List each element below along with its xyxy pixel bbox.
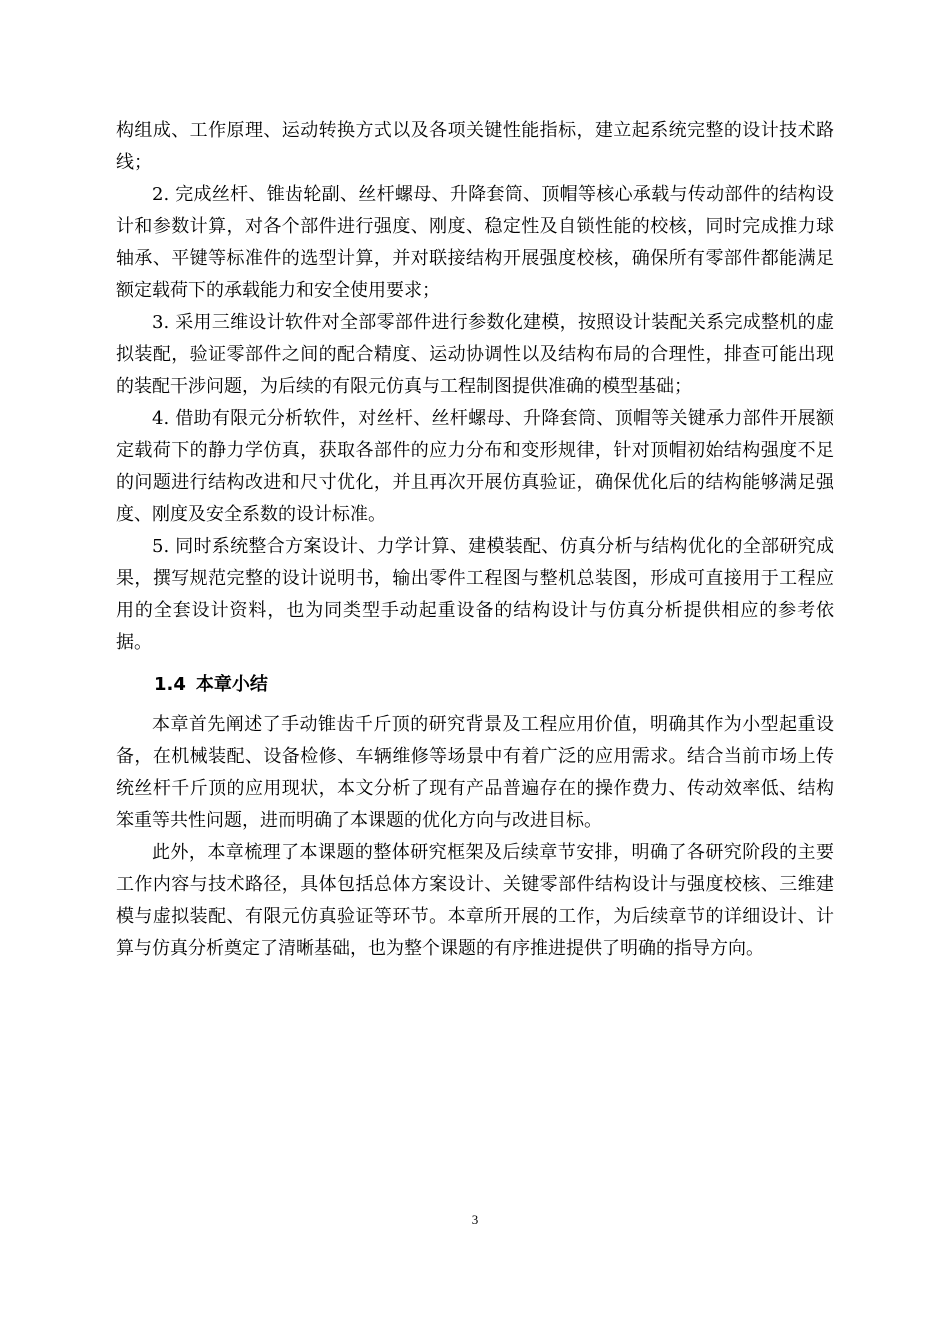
page-number: 3 — [471, 1212, 479, 1227]
summary-paragraph-2: 此外，本章梳理了本课题的整体研究框架及后续章节安排，明确了各研究阶段的主要工作内容与技术路径，具体包括总体方案设计、关键零部件结构设计与强度校核、三维建模与虚拟装配、有限元仿真验证等环节。本章所开展的工作，为后续章节的详细设计、计算与仿真分析奠定了清晰基础，也为整个课题的有序推进提供了明确的指导方向。 — [116, 842, 834, 959]
section-title: 本章小结 — [195, 674, 268, 695]
paragraph-item-4: 4. 借助有限元分析软件，对丝杆、丝杆螺母、升降套筒、顶帽等关键承力部件开展额定载荷下的静力学仿真，获取各部件的应力分布和变形规律，针对顶帽初始结构强度不足的问题进行结构改进和尺寸优化，并且再次开展仿真验证，确保优化后的结构能够满足强度、刚度及安全系数的设计标准。 — [116, 408, 834, 525]
paragraph-item-2: 2. 完成丝杆、锥齿轮副、丝杆螺母、升降套筒、顶帽等核心承载与传动部件的结构设计和参数计算，对各个部件进行强度、刚度、稳定性及自锁性能的校核，同时完成推力球轴承、平键等标准件的选型计算，并对联接结构开展强度校核，确保所有零部件都能满足额定载荷下的承载能力和安全使用要求； — [116, 184, 834, 301]
page-body — [116, 115, 834, 965]
paragraph-continuation: 构组成、工作原理、运动转换方式以及各项关键性能指标，建立起系统完整的设计技术路线； — [116, 120, 834, 173]
section-heading — [116, 665, 834, 705]
paragraph-item-3: 3. 采用三维设计软件对全部零部件进行参数化建模，按照设计装配关系完成整机的虚拟装配，验证零部件之间的配合精度、运动协调性以及结构布局的合理性，排查可能出现的装配干涉问题，为后续的有限元仿真与工程制图提供准确的模型基础； — [116, 312, 834, 397]
summary-paragraph-1: 本章首先阐述了手动锥齿千斤顶的研究背景及工程应用价值，明确其作为小型起重设备，在机械装配、设备检修、车辆维修等场景中有着广泛的应用需求。结合当前市场上传统丝杆千斤顶的应用现状，本文分析了现有产品普遍存在的操作费力、传动效率低、结构笨重等共性问题，进而明确了本课题的优化方向与改进目标。 — [116, 714, 834, 831]
section-number: 1.4 — [154, 674, 186, 695]
paragraph-item-5: 5. 同时系统整合方案设计、力学计算、建模装配、仿真分析与结构优化的全部研究成果，撰写规范完整的设计说明书，输出零件工程图与整机总装图，形成可直接用于工程应用的全套设计资料，也为同类型手动起重设备的结构设计与仿真分析提供相应的参考依据。 — [116, 536, 834, 653]
